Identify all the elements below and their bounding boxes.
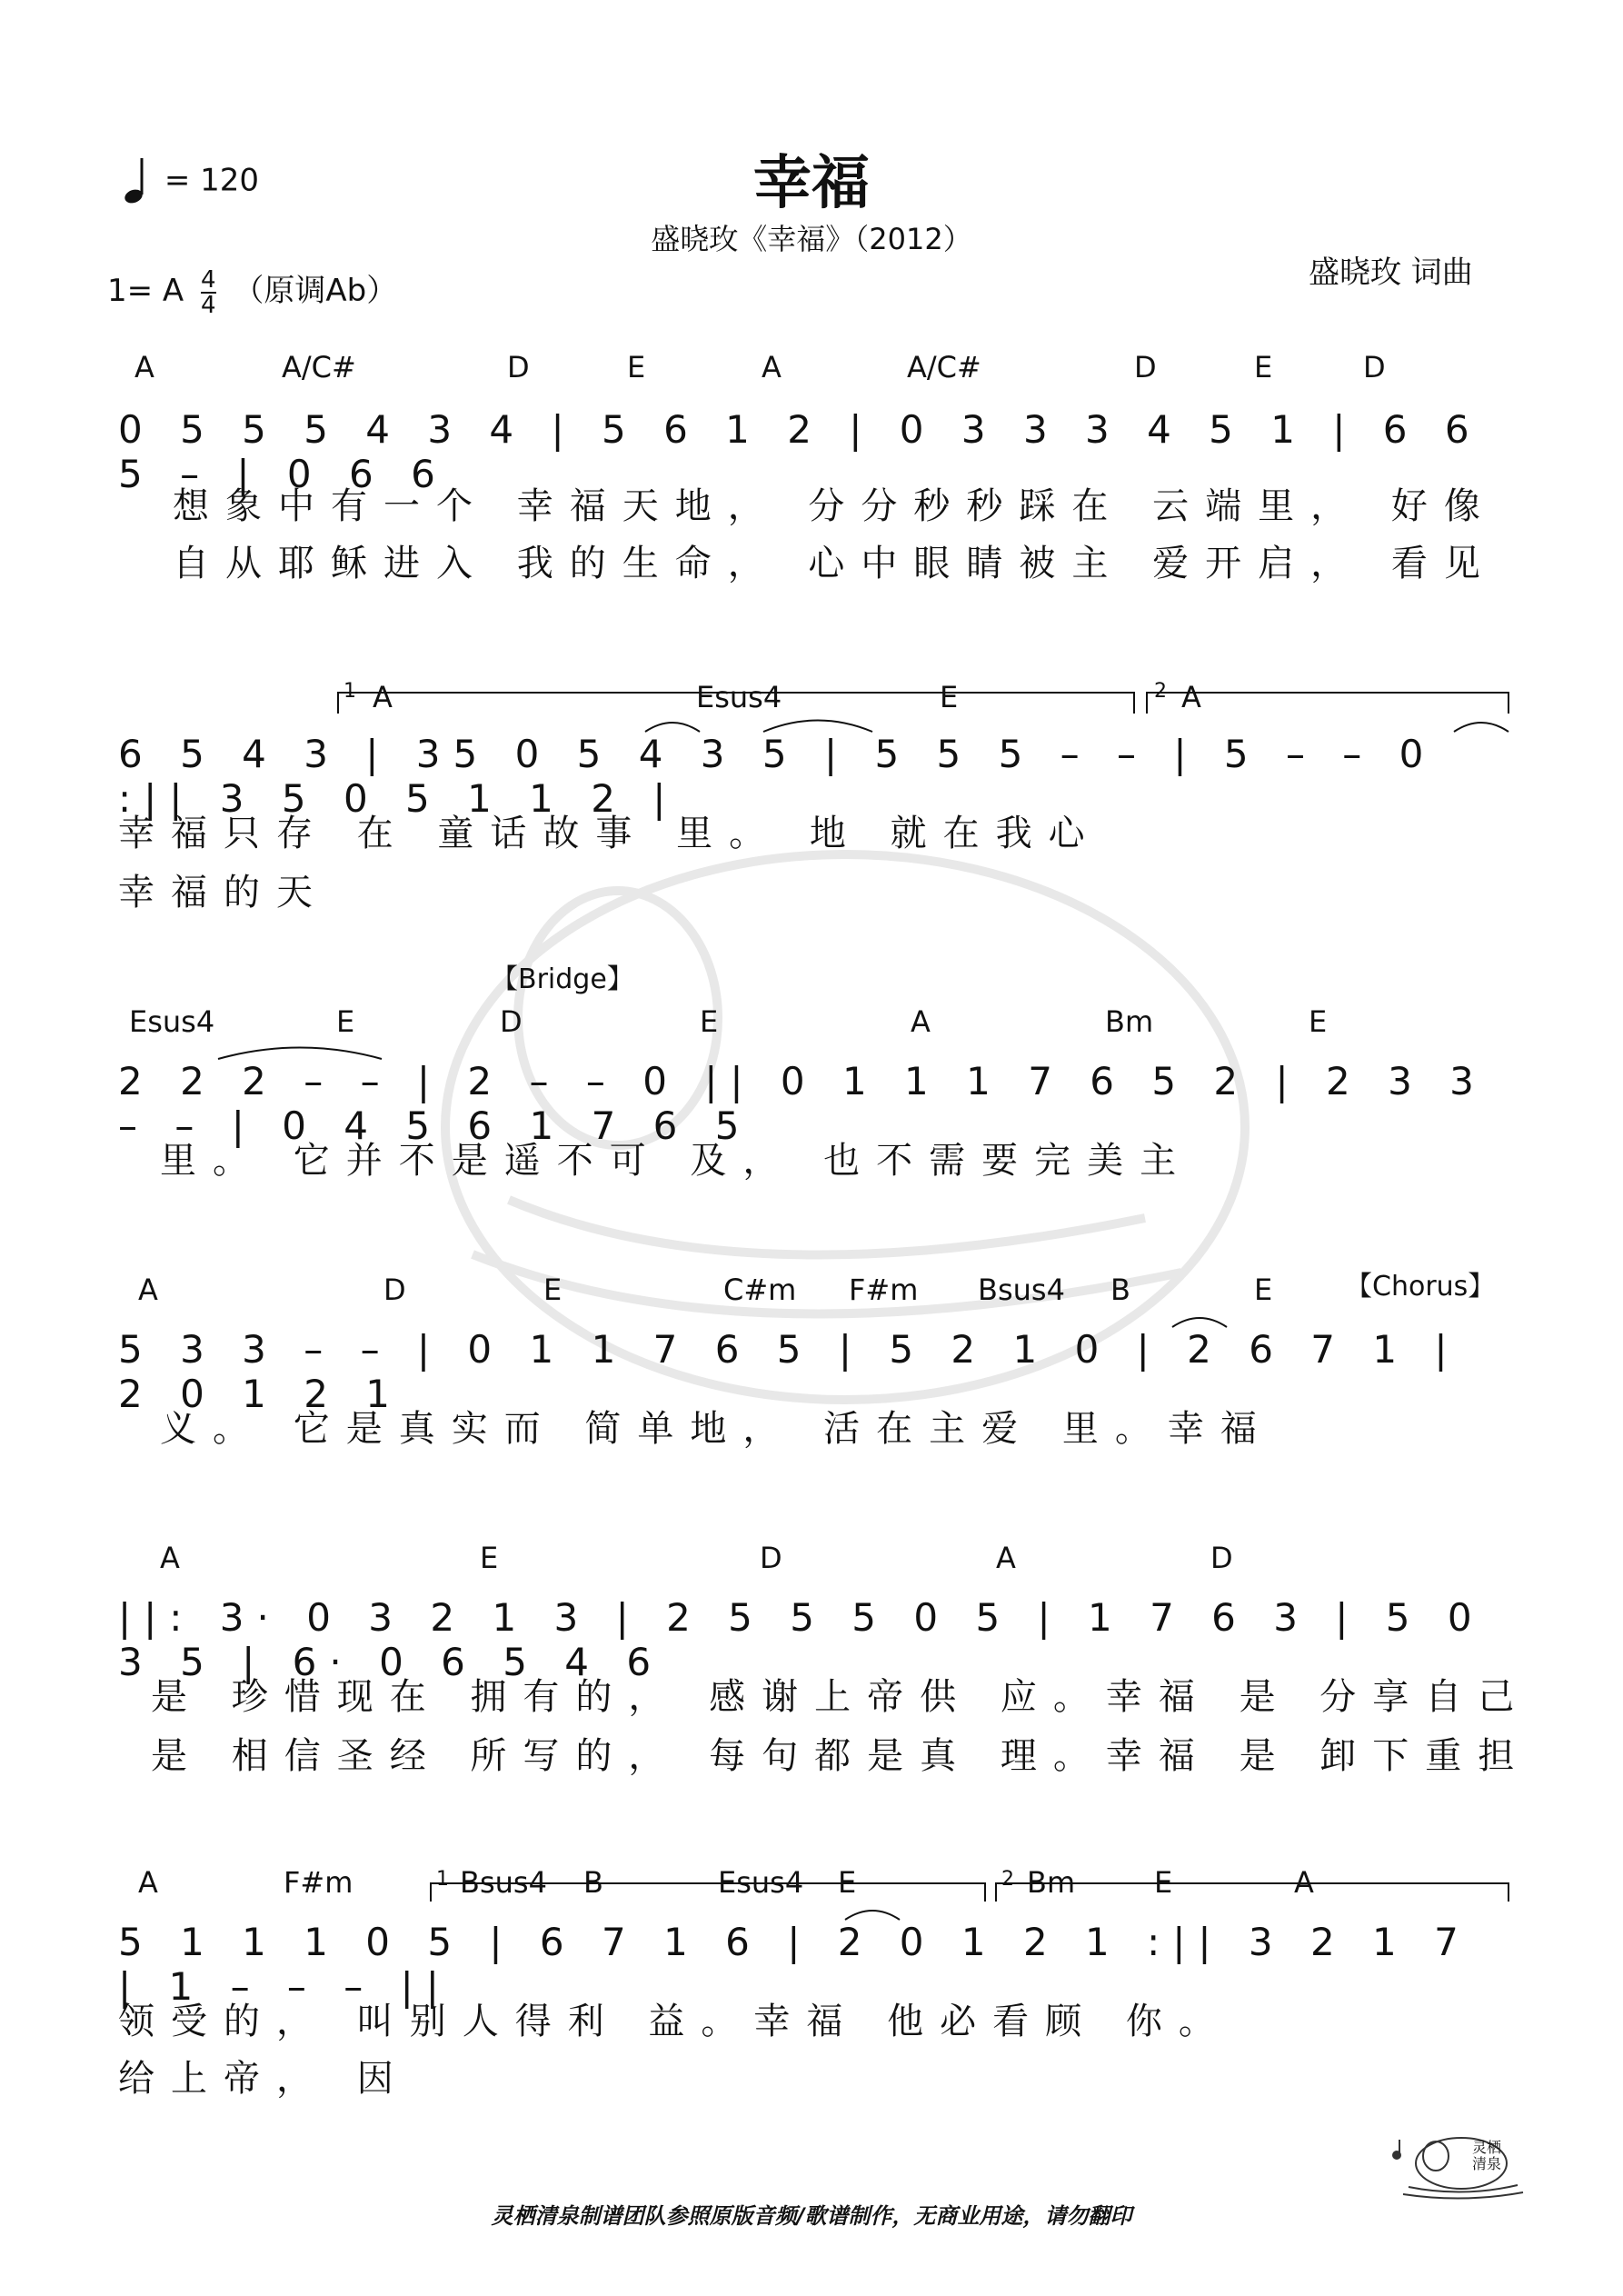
- chord: Bm: [1027, 1865, 1076, 1900]
- page-title: 幸福: [753, 150, 870, 217]
- brand-logo: [1390, 2127, 1527, 2203]
- notation-row: 2 2 2 – – | 2 – – 0 || 0 1 1 1 7 6 5 2 | 2 3 3 – – | 0 4 5 6 1 7 6 5: [118, 1059, 1487, 1148]
- footer-note: 灵栖清泉制谱团队参照原版音频/歌谱制作，无商业用途，请勿翻印: [491, 2203, 1132, 2229]
- section-marker-chorus: 【Chorus】: [1345, 1271, 1496, 1303]
- chord: A: [138, 1273, 158, 1307]
- chord: A: [911, 1004, 931, 1039]
- chord: A: [138, 1865, 158, 1900]
- chord: Esus4: [718, 1865, 804, 1900]
- chord: D: [1363, 350, 1386, 384]
- chord: D: [507, 350, 530, 384]
- volta-2: 2: [1154, 680, 1167, 703]
- chord: A: [373, 680, 393, 714]
- lyric-line: 自从耶稣进入 我的生命， 心中眼睛被主 爱开启， 看见: [173, 543, 1497, 584]
- chord: E: [1309, 1004, 1328, 1039]
- chord: A: [134, 350, 154, 384]
- notation-row: 5 1 1 1 0 5 | 6 7 1 6 | 2 0 1 2 1 :|| 3 2 1 7 | 1 – – – ||: [118, 1920, 1471, 2009]
- chord: E: [627, 350, 646, 384]
- chord: Bsus4: [460, 1865, 547, 1900]
- composer: 盛晓玫 词曲: [1309, 255, 1473, 291]
- notation-row: 0 5 5 5 4 3 4 | 5 6 1 2 | 0 3 3 3 4 5 1 | 6 6 5 – | 0 6 6: [118, 407, 1482, 496]
- chord: Esus4: [696, 680, 782, 714]
- time-bottom: 4: [201, 291, 216, 319]
- volta-1: 1: [344, 680, 356, 703]
- lyric-line: 里。 它并不是遥不可 及， 也不需要完美主: [160, 1140, 1193, 1182]
- lyric-line: 想象中有一个 幸福天地， 分分秒秒踩在 云端里， 好像: [173, 485, 1497, 527]
- chord: D: [1134, 350, 1157, 384]
- subtitle: 盛晓玫《幸福》（2012）: [651, 222, 972, 256]
- chord: B: [583, 1865, 603, 1900]
- key-label: 1= A: [107, 273, 184, 309]
- logo-text: 灵栖清泉: [1472, 2139, 1502, 2172]
- lyric-line: 是 珍惜现在 拥有的， 感谢上帝供 应。幸福 是 分享自己: [151, 1676, 1531, 1718]
- chord: E: [838, 1865, 857, 1900]
- chord: A: [762, 350, 782, 384]
- chord: Bm: [1105, 1004, 1154, 1039]
- chord: A: [1181, 680, 1201, 714]
- lyric-line: 义。 它是真实而 简单地， 活在主爱 里。幸福: [160, 1408, 1273, 1450]
- lyric-line: 给上帝， 因: [118, 2058, 410, 2100]
- chord: E: [336, 1004, 355, 1039]
- chord: C#m: [723, 1273, 797, 1307]
- chord: Bsus4: [978, 1273, 1065, 1307]
- chord: E: [940, 680, 959, 714]
- chord: D: [383, 1273, 406, 1307]
- chord: E: [700, 1004, 719, 1039]
- notation-row: ||: 3· 0 3 2 1 3 | 2 5 5 5 0 5 | 1 7 6 3 | 5 0 3 5 | 6· 0 6 5 4 6: [118, 1595, 1485, 1684]
- original-key: （原调Ab）: [233, 273, 398, 309]
- chord: A/C#: [907, 350, 981, 384]
- chord: A: [996, 1541, 1016, 1575]
- chord: A/C#: [282, 350, 356, 384]
- chord: E: [480, 1541, 499, 1575]
- volta-1: 1: [436, 1868, 449, 1891]
- chord: D: [760, 1541, 782, 1575]
- chord: F#m: [849, 1273, 919, 1307]
- volta-2: 2: [1001, 1868, 1014, 1891]
- chord: E: [1154, 1865, 1173, 1900]
- chord: D: [1210, 1541, 1233, 1575]
- chord: B: [1110, 1273, 1130, 1307]
- lyric-line: 领受的， 叫别人得利 益。幸福 他必看顾 你。: [118, 2001, 1231, 2042]
- time-top: 4: [201, 265, 216, 294]
- chord: E: [543, 1273, 563, 1307]
- lyric-line: 幸福只存 在 童话故事 里。 地 就在我心: [118, 813, 1101, 854]
- chord: F#m: [284, 1865, 353, 1900]
- tempo-value: = 120: [164, 162, 260, 199]
- section-marker-bridge: 【Bridge】: [491, 963, 634, 995]
- chord: Esus4: [129, 1004, 215, 1039]
- lyric-line: 幸福的天: [118, 872, 329, 913]
- lyric-line: 是 相信圣经 所写的， 每句都是真 理。幸福 是 卸下重担: [151, 1735, 1531, 1777]
- notation-row: 6 5 4 3 | 35 0 5 4 3 5 | 5 5 5 – – | 5 – – 0 :|| 3 5 0 5 1 1 2 |: [118, 732, 1437, 821]
- chord: A: [1294, 1865, 1314, 1900]
- notation-row: 5 3 3 – – | 0 1 1 7 6 5 | 5 2 1 0 | 2 6 7 1 | 2 0 1 2 1: [118, 1327, 1460, 1416]
- chord: A: [160, 1541, 180, 1575]
- chord: E: [1254, 1273, 1273, 1307]
- chord: D: [500, 1004, 523, 1039]
- chord: E: [1254, 350, 1273, 384]
